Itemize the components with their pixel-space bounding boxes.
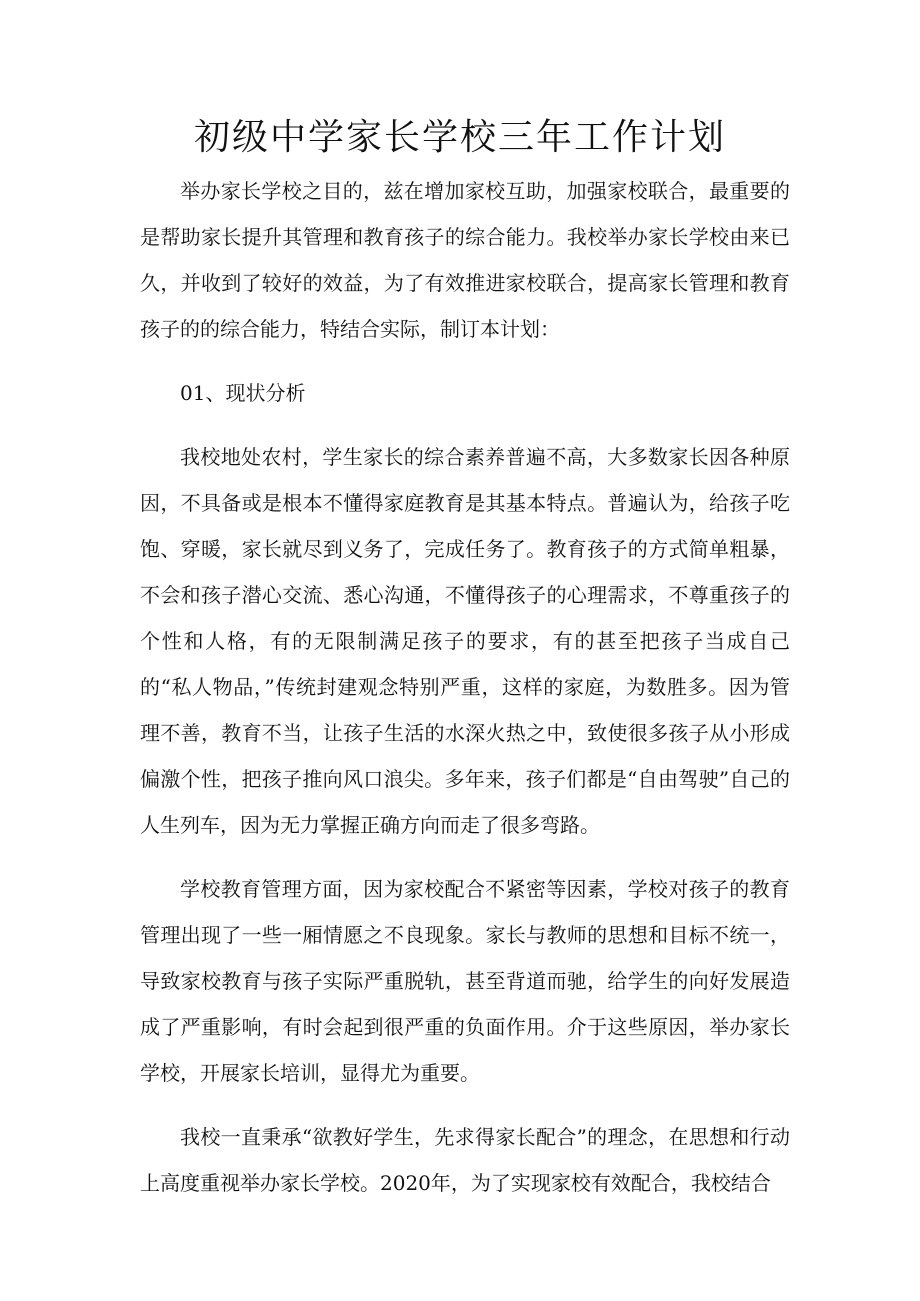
body-paragraph: 我校地处农村，学生家长的综合素养普遍不高，大多数家长因各种原因，不具备或是根本不懂得家庭教育是其基本特点。普遍认为，给孩子吃饱、穿暖，家长就尽到义务了，完成任务了。教育孩子的方式简单粗暴，不会和孩子潜心交流、悉心沟通，不懂得孩子的心理需求，不尊重孩子的个性和人格，有的无限制满足孩子的要求，有的甚至把孩子当成自己的“私人物品，”传统封建观念特别严重，这样的家庭，为数胜多。因为管理不善，教育不当，让孩子生活的水深火热之中，致使很多孩子从小形成偏激个性，把孩子推向风口浪尖。多年来，孩子们都是“自由驾驶”自己的人生列车，因为无力掌握正确方向而走了很多弯路。 xyxy=(140,445,790,837)
document-title: 初级中学家长学校三年工作计划 xyxy=(193,117,726,158)
intro-paragraph: 举办家长学校之目的，兹在增加家校互助，加强家校联合，最重要的是帮助家长提升其管理和教育孩子的综合能力。我校举办家长学校由来已久，并收到了较好的效益，为了有效推进家校联合，提高家长管理和教育孩子的的综合能力，特结合实际，制订本计划： xyxy=(140,179,790,341)
section-heading-status-analysis: 01、现状分析 xyxy=(180,381,306,405)
document-body xyxy=(140,168,790,1224)
body-paragraph: 学校教育管理方面，因为家校配合不紧密等因素，学校对孩子的教育管理出现了一些一厢情愿之不良现象。家长与教师的思想和目标不统一，导致家校教育与孩子实际严重脱轨，甚至背道而驰，给学生的向好发展造成了严重影响，有时会起到很严重的负面作用。介于这些原因，举办家长学校，开展家长培训，显得尤为重要。 xyxy=(140,877,790,1085)
body-paragraph: 我校一直秉承“欲教好学生，先求得家长配合”的理念，在思想和行动上高度重视举办家长学校。2020年，为了实现家校有效配合，我校结合 xyxy=(140,1125,790,1195)
